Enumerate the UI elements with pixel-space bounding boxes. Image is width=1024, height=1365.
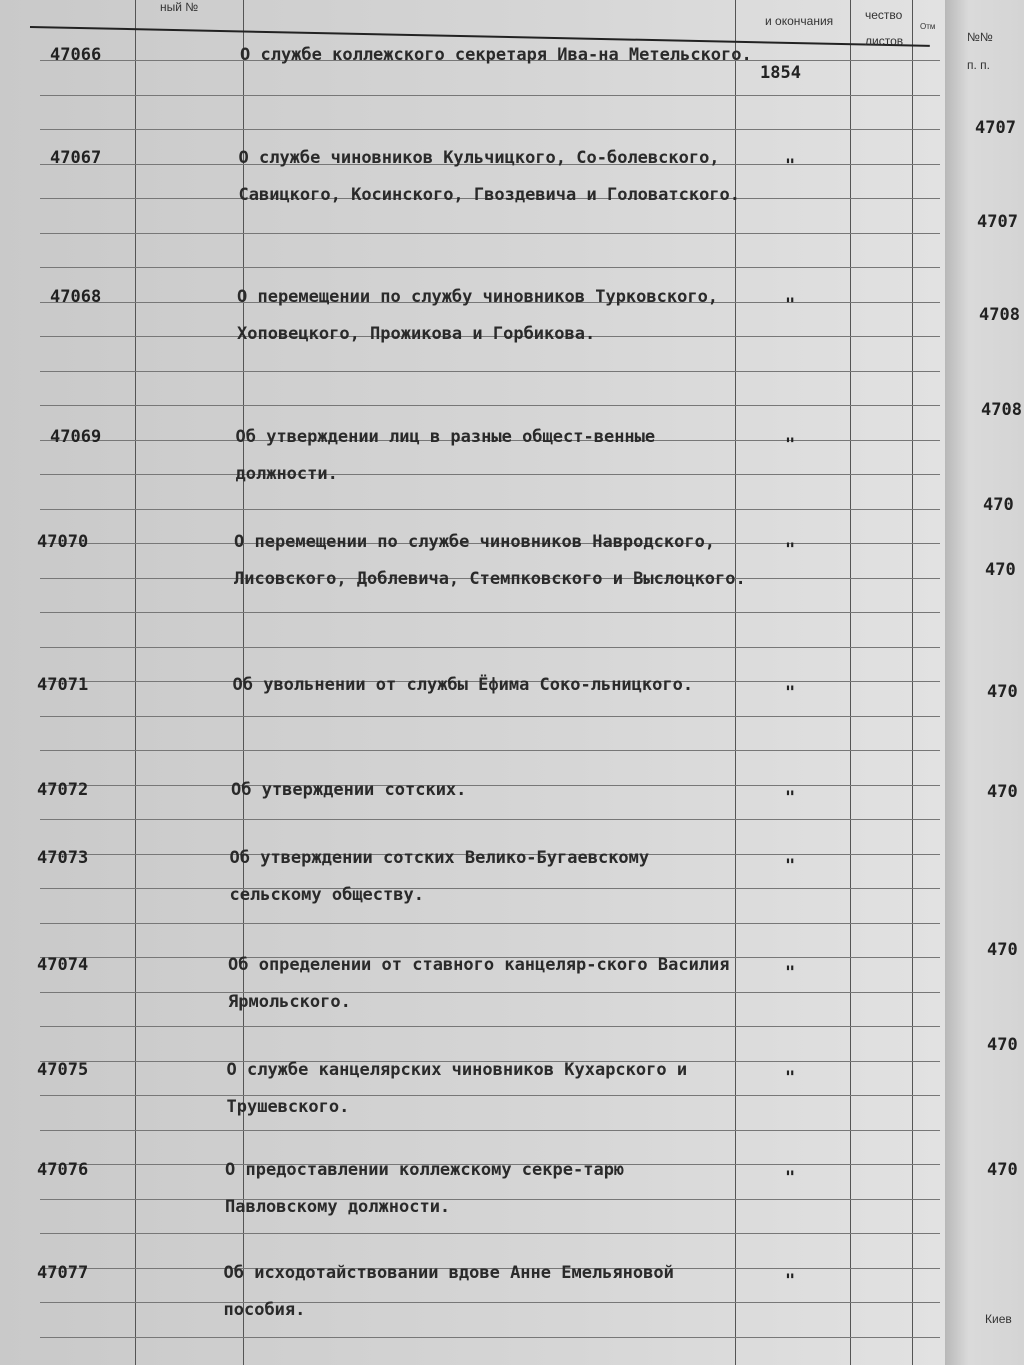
case-number: 47067: [50, 148, 102, 168]
header-number: ный №: [160, 0, 199, 14]
right-case-number: 4708: [979, 305, 1020, 325]
ruled-line: [40, 716, 940, 717]
case-number: 47073: [37, 848, 89, 868]
case-title: Об увольнении от службы Ёфима Соко-льницкого.: [232, 675, 694, 695]
right-case-number: 470: [985, 560, 1016, 580]
right-case-number: 470: [987, 782, 1018, 802]
case-date: ": [785, 435, 796, 455]
case-date: ": [785, 856, 796, 876]
case-title: Об утверждении лиц в разные общест-венные должности.: [235, 427, 656, 484]
case-date: ": [785, 1068, 796, 1088]
case-date: 1854: [760, 63, 801, 83]
ruled-line: [40, 1233, 940, 1234]
right-case-number: 470: [987, 682, 1018, 702]
case-number: 47074: [37, 955, 89, 975]
header-sheets-2: листов: [865, 34, 904, 48]
ruled-line: [40, 95, 940, 96]
case-number: 47066: [50, 45, 102, 65]
case-number: 47075: [37, 1060, 89, 1080]
case-number: 47068: [50, 287, 102, 307]
case-title: О перемещении по службе чиновников Навродского, Лисовского, Доблевича, Стемпковского и Выслоцкого.: [234, 532, 746, 589]
ruled-line: [40, 647, 940, 648]
right-case-number: 4707: [977, 212, 1018, 232]
case-date: ": [785, 156, 796, 176]
case-number: 47069: [50, 427, 102, 447]
column-divider: [850, 0, 851, 1365]
case-date: ": [785, 295, 796, 315]
column-divider: [912, 0, 913, 1365]
case-date: ": [785, 1168, 796, 1188]
case-title: О предоставлении коллежскому секре-тарю Павловскому должности.: [225, 1160, 625, 1217]
case-title: Об утверждении сотских Велико-Бугаевскому сельскому обществу.: [229, 848, 650, 905]
ruled-line: [40, 750, 940, 751]
right-footer: Киев: [985, 1312, 1012, 1326]
ruled-line: [40, 1337, 940, 1338]
ruled-line: [40, 1130, 940, 1131]
case-date: ": [785, 683, 796, 703]
case-title: О перемещении по службу чиновников Турковского, Хоповецкого, Прожикова и Горбикова.: [237, 287, 719, 344]
case-number: 47071: [37, 675, 89, 695]
ruled-line: [40, 129, 940, 130]
case-date: ": [785, 1271, 796, 1291]
ruled-line: [40, 267, 940, 268]
ruled-line: [40, 371, 940, 372]
right-header-1: №№: [967, 30, 993, 44]
case-title: Об утверждении сотских.: [231, 780, 467, 800]
header-dates: и окончания: [765, 14, 834, 28]
ruled-line: [40, 1026, 940, 1027]
case-title: Об исходотайствовании вдове Анне Емельяновой пособия.: [223, 1263, 674, 1320]
case-title: О службе канцелярских чиновников Кухарского и Трушевского.: [226, 1060, 688, 1117]
case-number: 47077: [37, 1263, 89, 1283]
ruled-line: [40, 819, 940, 820]
case-title: Об определении от ставного канцеляр-ского Василия Ярмольского.: [228, 955, 730, 1012]
right-case-number: 470: [987, 1035, 1018, 1055]
right-case-number: 470: [983, 495, 1014, 515]
ruled-line: [40, 405, 940, 406]
header-sheets-1: чество: [865, 8, 903, 22]
right-header-2: п. п.: [967, 58, 990, 72]
case-date: ": [785, 788, 796, 808]
case-number: 47072: [37, 780, 89, 800]
right-case-number: 4707: [975, 118, 1016, 138]
right-case-number: 470: [987, 1160, 1018, 1180]
case-date: ": [785, 963, 796, 983]
case-date: ": [785, 540, 796, 560]
case-title: О службе чиновников Кульчицкого, Со-болевского, Савицкого, Косинского, Гвоздевича и Головатского.: [238, 148, 741, 205]
case-title: О службе коллежского секретаря Ива-на Метельского.: [240, 45, 752, 65]
column-divider: [135, 0, 136, 1365]
ruled-line: [40, 923, 940, 924]
right-case-number: 4708: [981, 400, 1022, 420]
header-remarks: Отм: [920, 22, 936, 31]
case-number: 47070: [37, 532, 89, 552]
case-number: 47076: [37, 1160, 89, 1180]
right-case-number: 470: [987, 940, 1018, 960]
ruled-line: [40, 233, 940, 234]
ruled-line: [40, 612, 940, 613]
ruled-line: [40, 509, 940, 510]
